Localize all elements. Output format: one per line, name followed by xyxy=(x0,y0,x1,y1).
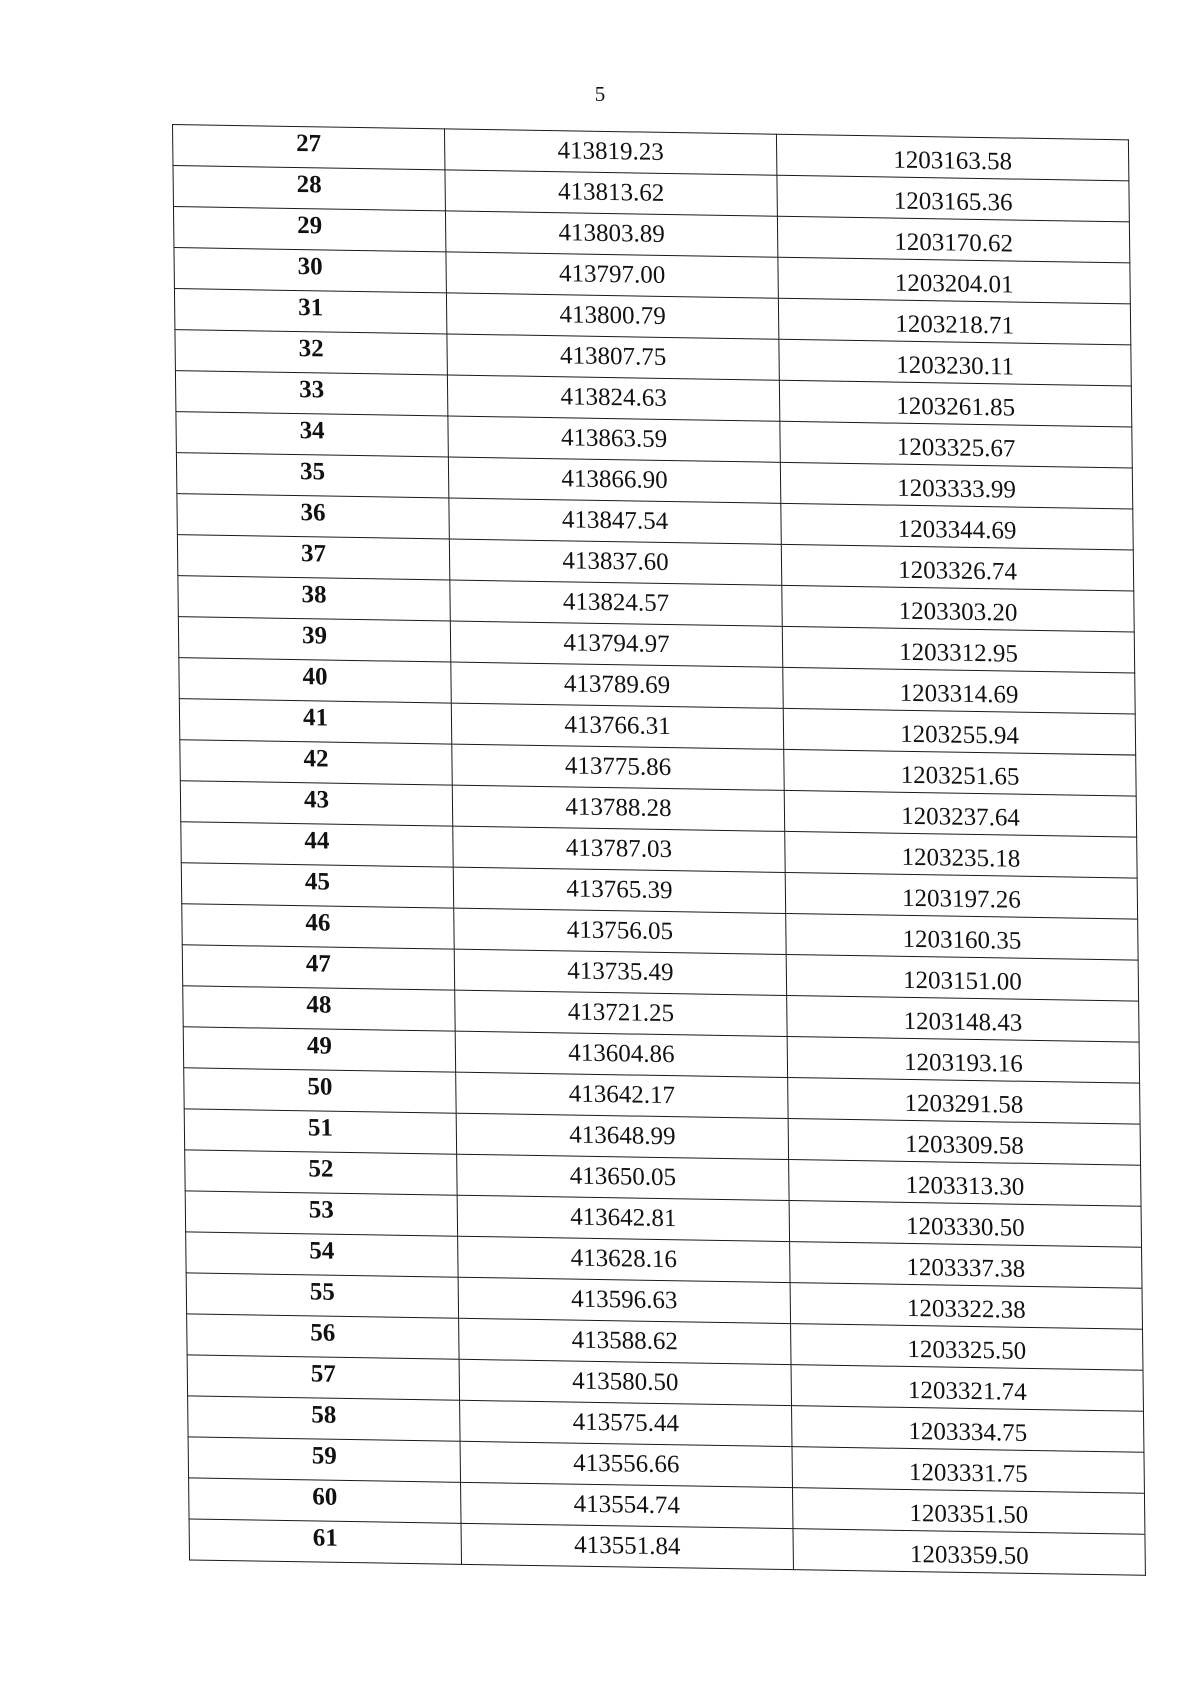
page-number: 5 xyxy=(594,82,606,106)
point-number-cell: 47 xyxy=(182,945,454,990)
x-coordinate-cell: 413735.49 xyxy=(454,949,786,995)
point-number-cell: 28 xyxy=(173,166,445,211)
y-coordinate-cell: 1203151.00 xyxy=(786,954,1138,1001)
y-coordinate-cell: 1203309.58 xyxy=(788,1119,1140,1166)
point-number-cell: 56 xyxy=(187,1314,459,1359)
point-number-cell: 33 xyxy=(175,371,447,416)
x-coordinate-cell: 413554.74 xyxy=(461,1482,793,1528)
point-number-cell: 34 xyxy=(176,412,448,457)
y-coordinate-cell: 1203148.43 xyxy=(787,995,1139,1042)
y-coordinate-cell: 1203331.75 xyxy=(792,1447,1144,1494)
x-coordinate-cell: 413787.03 xyxy=(453,826,785,872)
y-coordinate-cell: 1203218.71 xyxy=(778,298,1130,345)
y-coordinate-cell: 1203314.69 xyxy=(783,667,1135,714)
y-coordinate-cell: 1203291.58 xyxy=(788,1078,1140,1125)
x-coordinate-cell: 413648.99 xyxy=(456,1113,788,1159)
x-coordinate-cell: 413604.86 xyxy=(455,1031,787,1077)
x-coordinate-cell: 413789.69 xyxy=(451,662,783,708)
y-coordinate-cell: 1203165.36 xyxy=(777,175,1129,222)
point-number-cell: 31 xyxy=(174,289,446,334)
point-number-cell: 59 xyxy=(188,1437,460,1482)
x-coordinate-cell: 413766.31 xyxy=(451,703,783,749)
x-coordinate-cell: 413824.63 xyxy=(447,375,779,421)
point-number-cell: 35 xyxy=(176,453,448,498)
y-coordinate-cell: 1203330.50 xyxy=(789,1201,1141,1248)
y-coordinate-cell: 1203344.69 xyxy=(781,503,1133,550)
y-coordinate-cell: 1203235.18 xyxy=(785,831,1137,878)
y-coordinate-cell: 1203337.38 xyxy=(790,1242,1142,1289)
point-number-cell: 61 xyxy=(189,1519,461,1564)
y-coordinate-cell: 1203261.85 xyxy=(779,380,1131,427)
x-coordinate-cell: 413642.81 xyxy=(457,1195,789,1241)
x-coordinate-cell: 413800.79 xyxy=(446,293,778,339)
y-coordinate-cell: 1203255.94 xyxy=(783,708,1135,755)
x-coordinate-cell: 413580.50 xyxy=(459,1359,791,1405)
point-number-cell: 46 xyxy=(182,904,454,949)
point-number-cell: 41 xyxy=(179,699,451,744)
y-coordinate-cell: 1203325.50 xyxy=(791,1324,1143,1371)
x-coordinate-cell: 413803.89 xyxy=(445,211,777,257)
x-coordinate-cell: 413596.63 xyxy=(458,1277,790,1323)
point-number-cell: 32 xyxy=(175,330,447,375)
x-coordinate-cell: 413788.28 xyxy=(452,785,784,831)
x-coordinate-cell: 413797.00 xyxy=(446,252,778,298)
point-number-cell: 44 xyxy=(181,822,453,867)
point-number-cell: 45 xyxy=(181,863,453,908)
point-number-cell: 43 xyxy=(180,781,452,826)
x-coordinate-cell: 413628.16 xyxy=(458,1236,790,1282)
y-coordinate-cell: 1203230.11 xyxy=(779,339,1131,386)
x-coordinate-cell: 413556.66 xyxy=(460,1441,792,1487)
x-coordinate-cell: 413807.75 xyxy=(447,334,779,380)
x-coordinate-cell: 413588.62 xyxy=(459,1318,791,1364)
y-coordinate-cell: 1203351.50 xyxy=(792,1488,1144,1535)
coordinates-table-body xyxy=(173,125,1146,1576)
y-coordinate-cell: 1203170.62 xyxy=(777,216,1129,263)
y-coordinate-cell: 1203334.75 xyxy=(792,1406,1144,1453)
point-number-cell: 51 xyxy=(184,1109,456,1154)
point-number-cell: 29 xyxy=(173,207,445,252)
point-number-cell: 54 xyxy=(186,1232,458,1277)
point-number-cell: 40 xyxy=(179,658,451,703)
y-coordinate-cell: 1203333.99 xyxy=(780,462,1132,509)
y-coordinate-cell: 1203237.64 xyxy=(784,790,1136,837)
coordinates-table xyxy=(172,124,1146,1576)
x-coordinate-cell: 413551.84 xyxy=(461,1523,793,1569)
x-coordinate-cell: 413866.90 xyxy=(448,457,780,503)
point-number-cell: 36 xyxy=(177,494,449,539)
point-number-cell: 48 xyxy=(183,986,455,1031)
x-coordinate-cell: 413863.59 xyxy=(448,416,780,462)
y-coordinate-cell: 1203313.30 xyxy=(789,1160,1141,1207)
y-coordinate-cell: 1203251.65 xyxy=(784,749,1136,796)
point-number-cell: 38 xyxy=(178,576,450,621)
x-coordinate-cell: 413847.54 xyxy=(449,498,781,544)
y-coordinate-cell: 1203163.58 xyxy=(776,134,1128,181)
x-coordinate-cell: 413819.23 xyxy=(444,129,776,175)
y-coordinate-cell: 1203204.01 xyxy=(778,257,1130,304)
y-coordinate-cell: 1203312.95 xyxy=(782,626,1134,673)
y-coordinate-cell: 1203303.20 xyxy=(782,585,1134,632)
y-coordinate-cell: 1203193.16 xyxy=(787,1036,1139,1083)
point-number-cell: 50 xyxy=(184,1068,456,1113)
x-coordinate-cell: 413765.39 xyxy=(453,867,785,913)
y-coordinate-cell: 1203197.26 xyxy=(785,872,1137,919)
point-number-cell: 52 xyxy=(185,1150,457,1195)
point-number-cell: 57 xyxy=(187,1355,459,1400)
y-coordinate-cell: 1203326.74 xyxy=(781,544,1133,591)
point-number-cell: 58 xyxy=(188,1396,460,1441)
point-number-cell: 53 xyxy=(185,1191,457,1236)
y-coordinate-cell: 1203160.35 xyxy=(786,913,1138,960)
x-coordinate-cell: 413824.57 xyxy=(450,580,782,626)
point-number-cell: 27 xyxy=(173,125,445,170)
x-coordinate-cell: 413721.25 xyxy=(455,990,787,1036)
point-number-cell: 37 xyxy=(177,535,449,580)
x-coordinate-cell: 413650.05 xyxy=(457,1154,789,1200)
y-coordinate-cell: 1203325.67 xyxy=(780,421,1132,468)
x-coordinate-cell: 413642.17 xyxy=(456,1072,788,1118)
point-number-cell: 55 xyxy=(186,1273,458,1318)
point-number-cell: 42 xyxy=(180,740,452,785)
point-number-cell: 60 xyxy=(189,1478,461,1523)
point-number-cell: 49 xyxy=(183,1027,455,1072)
x-coordinate-cell: 413813.62 xyxy=(445,170,777,216)
point-number-cell: 30 xyxy=(174,248,446,293)
x-coordinate-cell: 413756.05 xyxy=(454,908,786,954)
x-coordinate-cell: 413775.86 xyxy=(452,744,784,790)
x-coordinate-cell: 413575.44 xyxy=(460,1400,792,1446)
point-number-cell: 39 xyxy=(178,617,450,662)
x-coordinate-cell: 413794.97 xyxy=(450,621,782,667)
y-coordinate-cell: 1203321.74 xyxy=(791,1365,1143,1412)
y-coordinate-cell: 1203359.50 xyxy=(793,1529,1145,1576)
x-coordinate-cell: 413837.60 xyxy=(449,539,781,585)
y-coordinate-cell: 1203322.38 xyxy=(790,1283,1142,1330)
